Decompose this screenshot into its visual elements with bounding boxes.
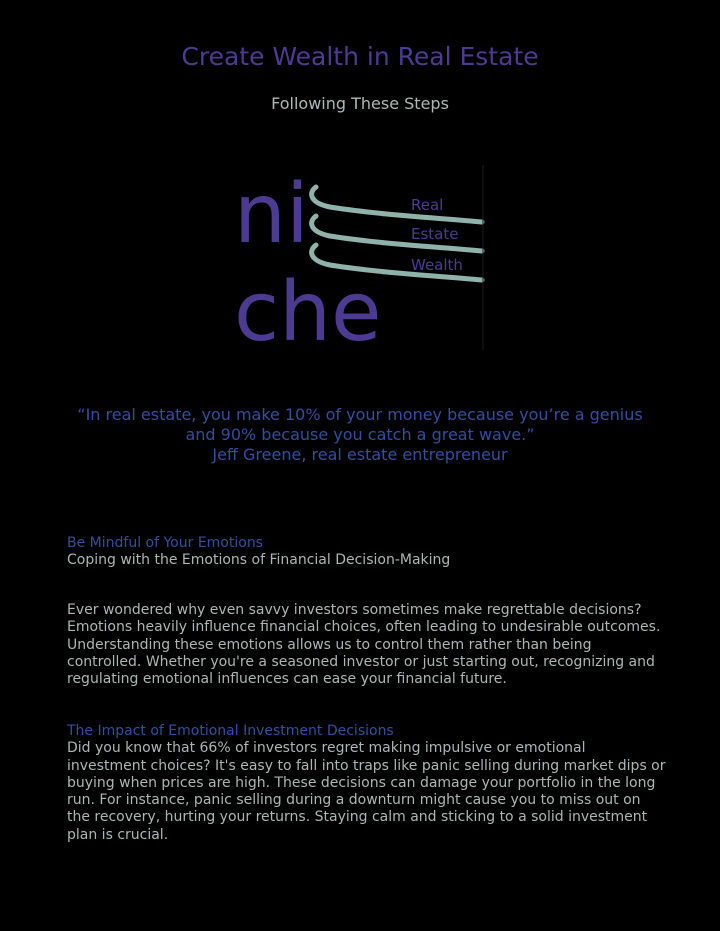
section-heading: Be Mindful of Your Emotions xyxy=(67,535,263,551)
intro-paragraph: Ever wondered why even savvy investors sometimes make regrettable decisions? Emotions heavily influence financial choices, often leading to undesirable outcomes. Understanding these emotions allows us to control them rather than being controlled. Whether you're a seasoned investor or just starting out, recognizing and regulating emotional influences can ease your financial future. xyxy=(67,602,661,688)
logo-tagline-2: Estate xyxy=(411,225,459,243)
logo-tagline-1: Real xyxy=(411,196,444,214)
section-intro xyxy=(67,602,667,688)
quote-text: “In real estate, you make 10% of your money because you’re a genius and 90% because you catch a great wave.” xyxy=(77,405,643,444)
quote-block xyxy=(60,405,660,465)
logo-wave-1 xyxy=(312,187,482,222)
page-title: Create Wealth in Real Estate xyxy=(181,42,539,71)
quote-author: Jeff Greene, real estate entrepreneur xyxy=(212,445,508,464)
section-impact xyxy=(67,723,667,844)
section-subheading: Coping with the Emotions of Financial Decision-Making xyxy=(67,552,451,569)
logo-word-bottom: che xyxy=(234,265,382,355)
impact-paragraph: Did you know that 66% of investors regret making impulsive or emotional investment choices? It's easy to fall into traps like panic selling during market dips or buying when prices are high. These decisions can damage your portfolio in the long run. For instance, panic selling during a downturn might cause you to miss out on the recovery, hurting your returns. Staying calm and sticking to a solid investment plan is crucial. xyxy=(67,740,666,843)
impact-heading: The Impact of Emotional Investment Decisions xyxy=(67,723,394,739)
section-emotions xyxy=(67,535,667,570)
page-subtitle: Following These Steps xyxy=(271,94,449,113)
logo-word-top: ni xyxy=(234,167,309,262)
niche-logo xyxy=(230,160,490,355)
logo-tagline-3: Wealth xyxy=(411,256,463,274)
